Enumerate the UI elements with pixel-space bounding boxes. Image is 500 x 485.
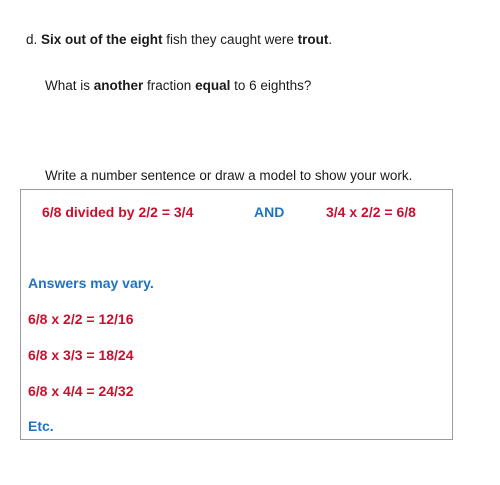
- question-part-5: to 6 eighths?: [230, 78, 312, 93]
- answer-sentence-1: 6/8 divided by 2/2 = 3/4: [42, 204, 194, 220]
- answer-box: [20, 189, 453, 440]
- problem-label: d.: [26, 32, 38, 47]
- problem-statement: [26, 32, 332, 47]
- answer-sentence-2: 3/4 x 2/2 = 6/8: [326, 204, 416, 220]
- answer-note: Answers may vary.: [28, 275, 154, 291]
- problem-bold-3: trout: [297, 32, 329, 47]
- answer-example: 6/8 x 3/3 = 18/24: [28, 347, 134, 363]
- answer-connector: AND: [254, 204, 285, 220]
- question-part-3: fraction: [143, 78, 196, 93]
- question-text: [45, 78, 311, 93]
- answer-example: 6/8 x 4/4 = 24/32: [28, 383, 134, 399]
- question-part-1: What is: [45, 78, 94, 93]
- question-bold-4: equal: [195, 78, 231, 93]
- problem-text-4: .: [328, 32, 333, 47]
- answer-etc: Etc.: [28, 418, 54, 434]
- instruction-text: Write a number sentence or draw a model to show your work.: [45, 168, 413, 183]
- question-bold-2: another: [93, 78, 144, 93]
- problem-text-2: fish they caught were: [162, 32, 298, 47]
- problem-bold-1: Six out of the eight: [41, 32, 163, 47]
- answer-example: 6/8 x 2/2 = 12/16: [28, 311, 134, 327]
